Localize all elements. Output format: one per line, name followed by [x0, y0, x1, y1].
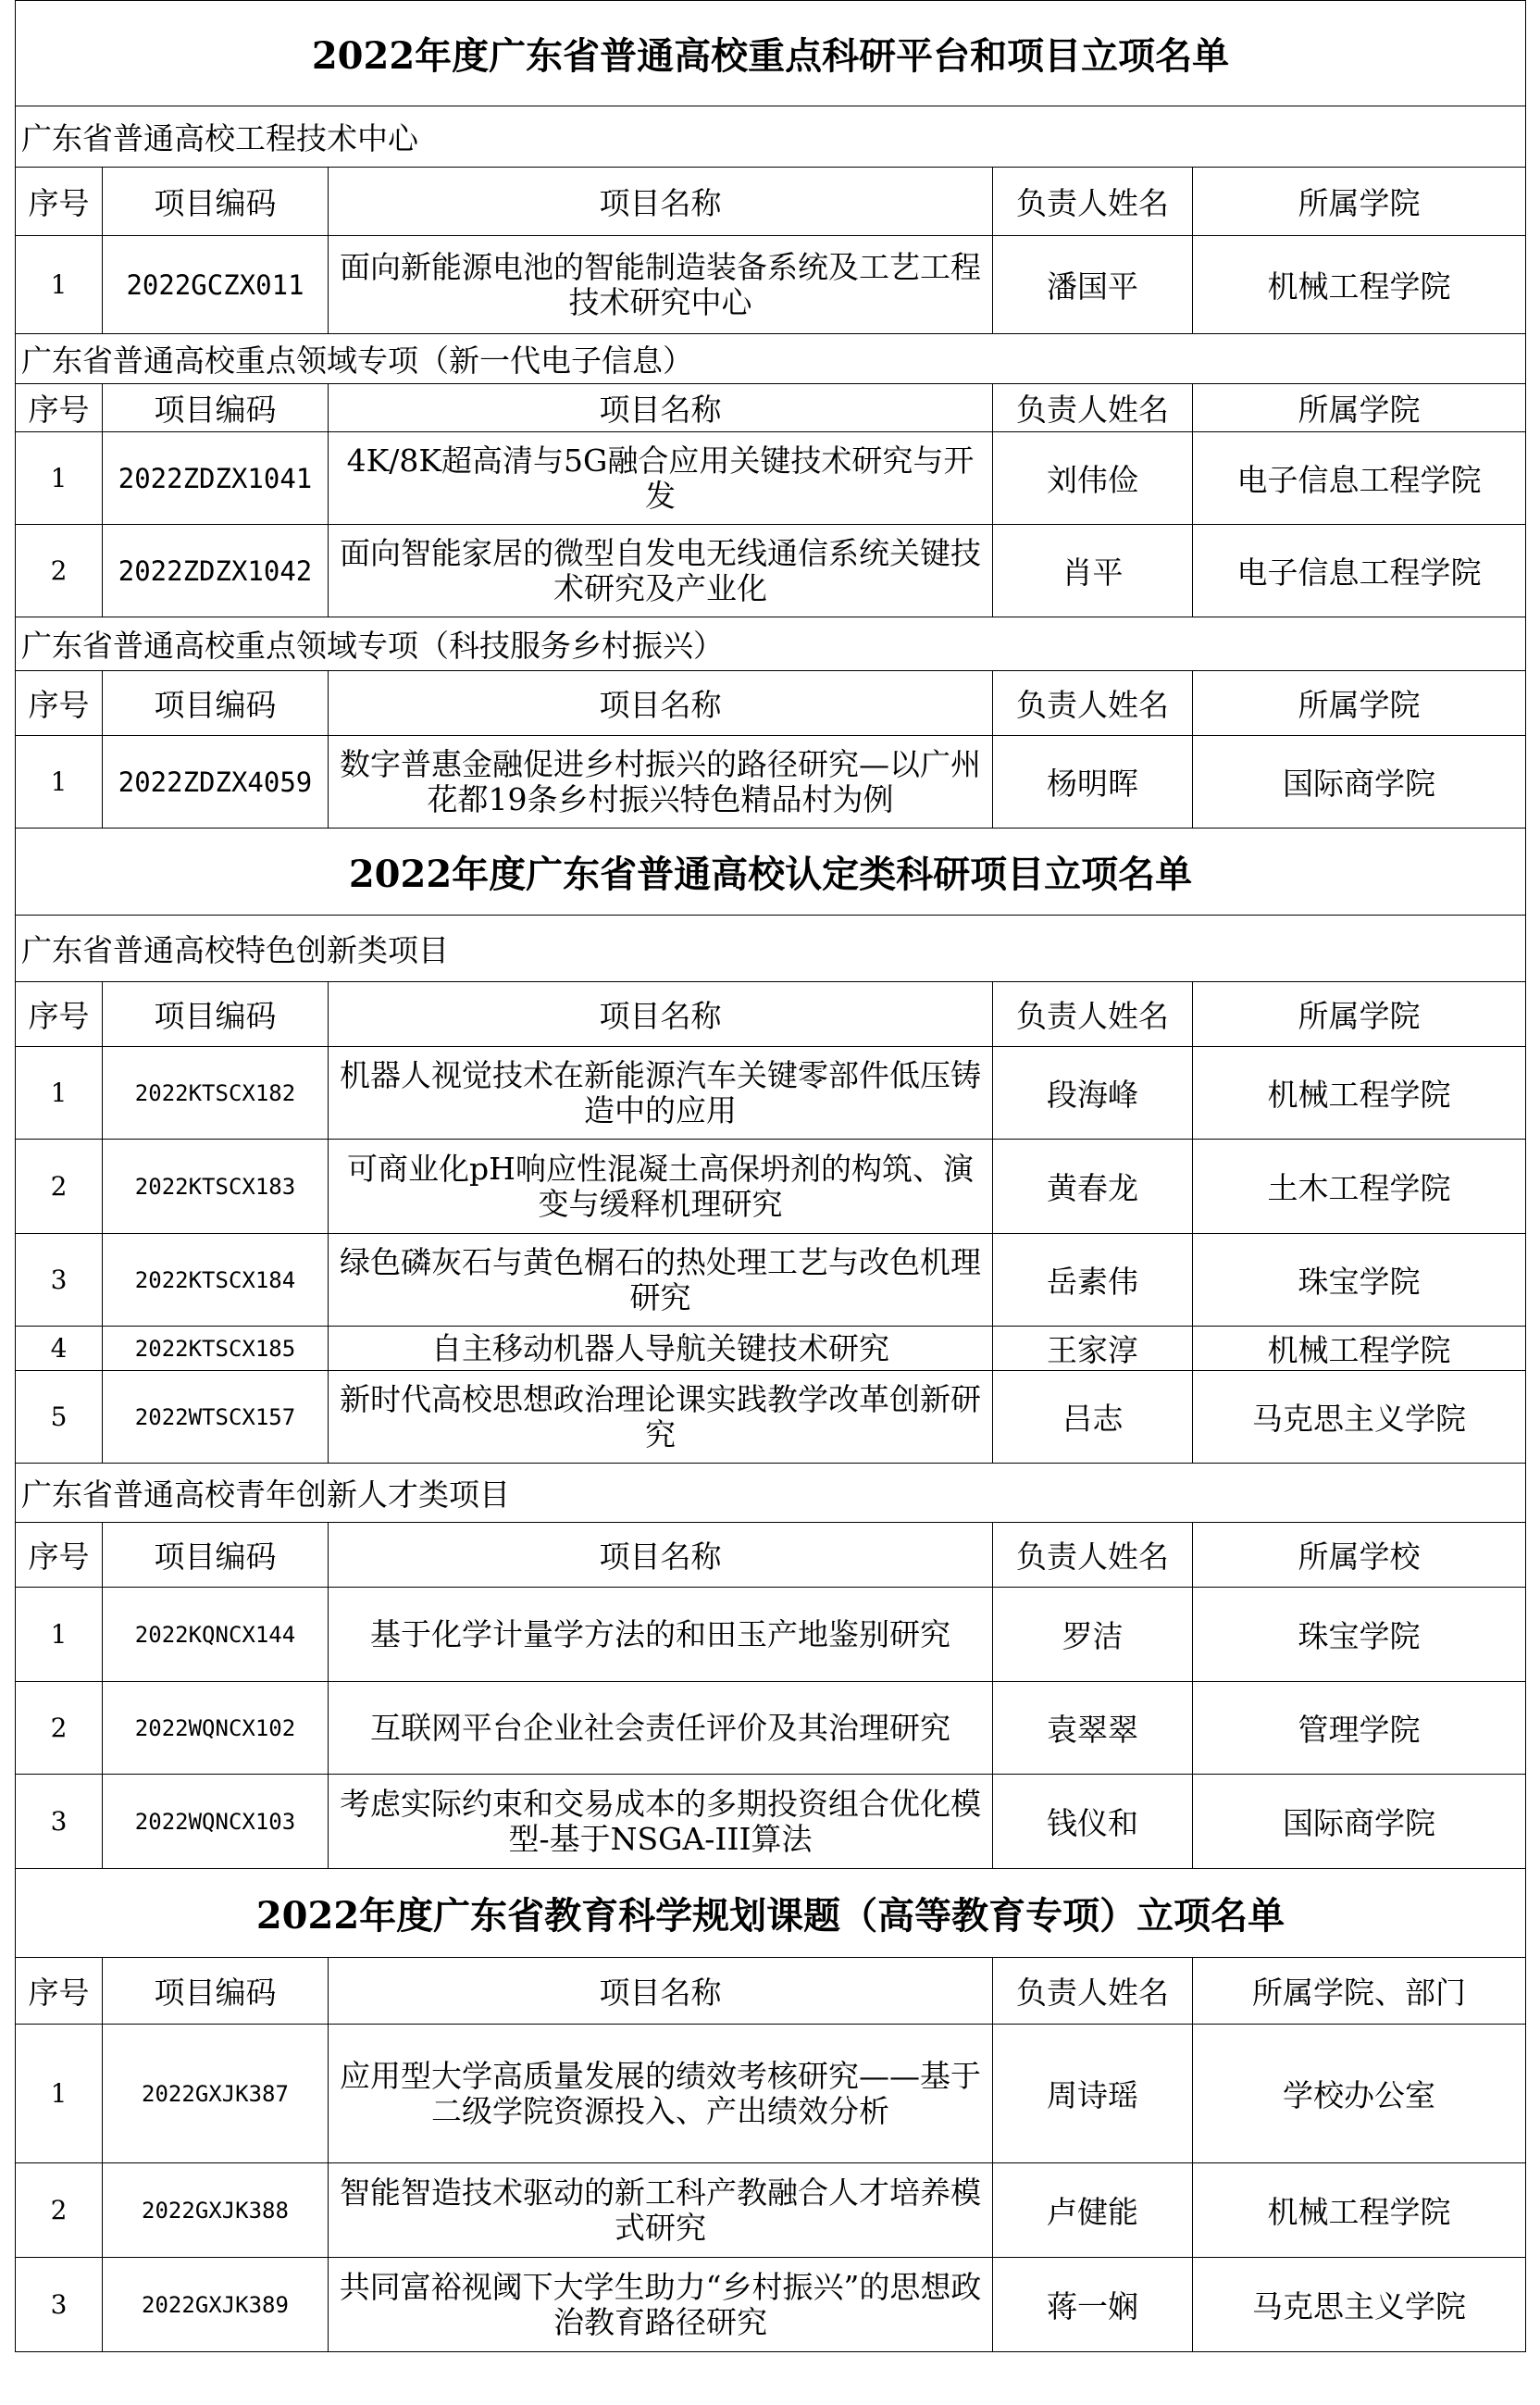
- block-title: 2022年度广东省教育科学规划课题（高等教育专项）立项名单: [16, 1869, 1526, 1958]
- column-header-row: [16, 1523, 1526, 1588]
- row-code: 2022KTSCX184: [103, 1234, 329, 1327]
- header-title: 项目名称: [329, 384, 993, 432]
- header-dept: 所属学院: [1193, 384, 1526, 432]
- header-seq: 序号: [16, 1958, 103, 2025]
- row-title: 考虑实际约束和交易成本的多期投资组合优化模型-基于NSGA-III算法: [329, 1775, 993, 1869]
- row-leader: 罗洁: [993, 1588, 1193, 1682]
- row-seq: 3: [16, 1775, 103, 1869]
- row-title: 智能智造技术驱动的新工科产教融合人才培养模式研究: [329, 2163, 993, 2258]
- table-row: [16, 1327, 1526, 1371]
- row-title: 互联网平台企业社会责任评价及其治理研究: [329, 1682, 993, 1775]
- header-dept: 所属学院、部门: [1193, 1958, 1526, 2025]
- row-leader: 周诗瑶: [993, 2025, 1193, 2163]
- table-row: [16, 1047, 1526, 1140]
- header-leader: 负责人姓名: [993, 384, 1193, 432]
- row-leader: 王家淳: [993, 1327, 1193, 1371]
- section-title: 广东省普通高校工程技术中心: [16, 106, 1526, 168]
- header-code: 项目编码: [103, 1958, 329, 2025]
- row-seq: 1: [16, 1047, 103, 1140]
- section-title-row: [16, 106, 1526, 168]
- block-title-row: [16, 1869, 1526, 1958]
- header-seq: 序号: [16, 168, 103, 236]
- header-code: 项目编码: [103, 168, 329, 236]
- row-seq: 2: [16, 1140, 103, 1234]
- table-row: [16, 1588, 1526, 1682]
- table-row: [16, 1775, 1526, 1869]
- header-title: 项目名称: [329, 1958, 993, 2025]
- header-dept: 所属学院: [1193, 671, 1526, 736]
- row-dept: 土木工程学院: [1193, 1140, 1526, 1234]
- row-leader: 吕志: [993, 1371, 1193, 1464]
- row-leader: 刘伟俭: [993, 432, 1193, 525]
- row-seq: 1: [16, 1588, 103, 1682]
- row-leader: 蒋一娴: [993, 2258, 1193, 2352]
- section-title: 广东省普通高校重点领域专项（新一代电子信息）: [16, 334, 1526, 384]
- row-dept: 机械工程学院: [1193, 236, 1526, 334]
- table-row: [16, 1682, 1526, 1775]
- header-seq: 序号: [16, 982, 103, 1047]
- section-title-row: [16, 334, 1526, 384]
- header-leader: 负责人姓名: [993, 1523, 1193, 1588]
- column-header-row: [16, 982, 1526, 1047]
- row-leader: 段海峰: [993, 1047, 1193, 1140]
- row-seq: 1: [16, 736, 103, 829]
- row-code: 2022GXJK389: [103, 2258, 329, 2352]
- row-seq: 1: [16, 432, 103, 525]
- row-seq: 1: [16, 236, 103, 334]
- header-dept: 所属学院: [1193, 168, 1526, 236]
- row-code: 2022GXJK387: [103, 2025, 329, 2163]
- header-leader: 负责人姓名: [993, 982, 1193, 1047]
- row-dept: 机械工程学院: [1193, 1327, 1526, 1371]
- column-header-row: [16, 671, 1526, 736]
- row-title: 机器人视觉技术在新能源汽车关键零部件低压铸造中的应用: [329, 1047, 993, 1140]
- header-code: 项目编码: [103, 384, 329, 432]
- row-code: 2022KTSCX182: [103, 1047, 329, 1140]
- column-header-row: [16, 1958, 1526, 2025]
- row-title: 4K/8K超高清与5G融合应用关键技术研究与开发: [329, 432, 993, 525]
- row-seq: 2: [16, 525, 103, 617]
- section-title: 广东省普通高校特色创新类项目: [16, 916, 1526, 982]
- row-seq: 4: [16, 1327, 103, 1371]
- row-dept: 珠宝学院: [1193, 1588, 1526, 1682]
- block-title-row: [16, 1, 1526, 106]
- table-row: [16, 1371, 1526, 1464]
- row-code: 2022ZDZX1041: [103, 432, 329, 525]
- row-title: 绿色磷灰石与黄色榍石的热处理工艺与改色机理研究: [329, 1234, 993, 1327]
- row-seq: 3: [16, 1234, 103, 1327]
- section-title-row: [16, 916, 1526, 982]
- row-dept: 电子信息工程学院: [1193, 525, 1526, 617]
- header-title: 项目名称: [329, 671, 993, 736]
- row-code: 2022ZDZX1042: [103, 525, 329, 617]
- project-list-table: [15, 0, 1526, 2352]
- header-seq: 序号: [16, 1523, 103, 1588]
- row-code: 2022KTSCX185: [103, 1327, 329, 1371]
- row-dept: 马克思主义学院: [1193, 1371, 1526, 1464]
- row-leader: 卢健能: [993, 2163, 1193, 2258]
- row-seq: 2: [16, 1682, 103, 1775]
- row-seq: 1: [16, 2025, 103, 2163]
- row-title: 共同富裕视阈下大学生助力“乡村振兴”的思想政治教育路径研究: [329, 2258, 993, 2352]
- row-code: 2022WTSCX157: [103, 1371, 329, 1464]
- section-title-row: [16, 617, 1526, 671]
- row-leader: 肖平: [993, 525, 1193, 617]
- row-code: 2022KQNCX144: [103, 1588, 329, 1682]
- row-code: 2022WQNCX103: [103, 1775, 329, 1869]
- table-row: [16, 525, 1526, 617]
- header-leader: 负责人姓名: [993, 671, 1193, 736]
- row-code: 2022WQNCX102: [103, 1682, 329, 1775]
- header-seq: 序号: [16, 384, 103, 432]
- block-title-row: [16, 829, 1526, 916]
- row-code: 2022KTSCX183: [103, 1140, 329, 1234]
- row-leader: 岳素伟: [993, 1234, 1193, 1327]
- section-title: 广东省普通高校青年创新人才类项目: [16, 1464, 1526, 1523]
- row-code: 2022GXJK388: [103, 2163, 329, 2258]
- table-row: [16, 432, 1526, 525]
- header-code: 项目编码: [103, 982, 329, 1047]
- row-title: 应用型大学高质量发展的绩效考核研究——基于二级学院资源投入、产出绩效分析: [329, 2025, 993, 2163]
- row-dept: 机械工程学院: [1193, 1047, 1526, 1140]
- row-dept: 马克思主义学院: [1193, 2258, 1526, 2352]
- header-leader: 负责人姓名: [993, 168, 1193, 236]
- header-code: 项目编码: [103, 671, 329, 736]
- header-seq: 序号: [16, 671, 103, 736]
- row-title: 面向新能源电池的智能制造装备系统及工艺工程技术研究中心: [329, 236, 993, 334]
- table-row: [16, 1234, 1526, 1327]
- section-title-row: [16, 1464, 1526, 1523]
- header-title: 项目名称: [329, 982, 993, 1047]
- header-title: 项目名称: [329, 1523, 993, 1588]
- block-title: 2022年度广东省普通高校重点科研平台和项目立项名单: [16, 1, 1526, 106]
- header-dept: 所属学校: [1193, 1523, 1526, 1588]
- row-seq: 5: [16, 1371, 103, 1464]
- row-dept: 学校办公室: [1193, 2025, 1526, 2163]
- row-title: 基于化学计量学方法的和田玉产地鉴别研究: [329, 1588, 993, 1682]
- table-row: [16, 2258, 1526, 2352]
- row-leader: 黄春龙: [993, 1140, 1193, 1234]
- row-seq: 2: [16, 2163, 103, 2258]
- row-seq: 3: [16, 2258, 103, 2352]
- row-dept: 国际商学院: [1193, 1775, 1526, 1869]
- row-title: 数字普惠金融促进乡村振兴的路径研究—以广州花都19条乡村振兴特色精品村为例: [329, 736, 993, 829]
- header-title: 项目名称: [329, 168, 993, 236]
- table-row: [16, 2163, 1526, 2258]
- column-header-row: [16, 168, 1526, 236]
- row-title: 面向智能家居的微型自发电无线通信系统关键技术研究及产业化: [329, 525, 993, 617]
- table-row: [16, 1140, 1526, 1234]
- row-leader: 杨明晖: [993, 736, 1193, 829]
- table-row: [16, 736, 1526, 829]
- row-title: 自主移动机器人导航关键技术研究: [329, 1327, 993, 1371]
- row-title: 可商业化pH响应性混凝土高保坍剂的构筑、演变与缓释机理研究: [329, 1140, 993, 1234]
- header-leader: 负责人姓名: [993, 1958, 1193, 2025]
- table-row: [16, 236, 1526, 334]
- header-code: 项目编码: [103, 1523, 329, 1588]
- row-dept: 管理学院: [1193, 1682, 1526, 1775]
- row-leader: 钱仪和: [993, 1775, 1193, 1869]
- row-leader: 袁翠翠: [993, 1682, 1193, 1775]
- row-code: 2022ZDZX4059: [103, 736, 329, 829]
- row-code: 2022GCZX011: [103, 236, 329, 334]
- row-title: 新时代高校思想政治理论课实践教学改革创新研究: [329, 1371, 993, 1464]
- column-header-row: [16, 384, 1526, 432]
- table-row: [16, 2025, 1526, 2163]
- section-title: 广东省普通高校重点领域专项（科技服务乡村振兴）: [16, 617, 1526, 671]
- row-dept: 机械工程学院: [1193, 2163, 1526, 2258]
- block-title: 2022年度广东省普通高校认定类科研项目立项名单: [16, 829, 1526, 916]
- row-dept: 国际商学院: [1193, 736, 1526, 829]
- row-dept: 电子信息工程学院: [1193, 432, 1526, 525]
- row-leader: 潘国平: [993, 236, 1193, 334]
- header-dept: 所属学院: [1193, 982, 1526, 1047]
- row-dept: 珠宝学院: [1193, 1234, 1526, 1327]
